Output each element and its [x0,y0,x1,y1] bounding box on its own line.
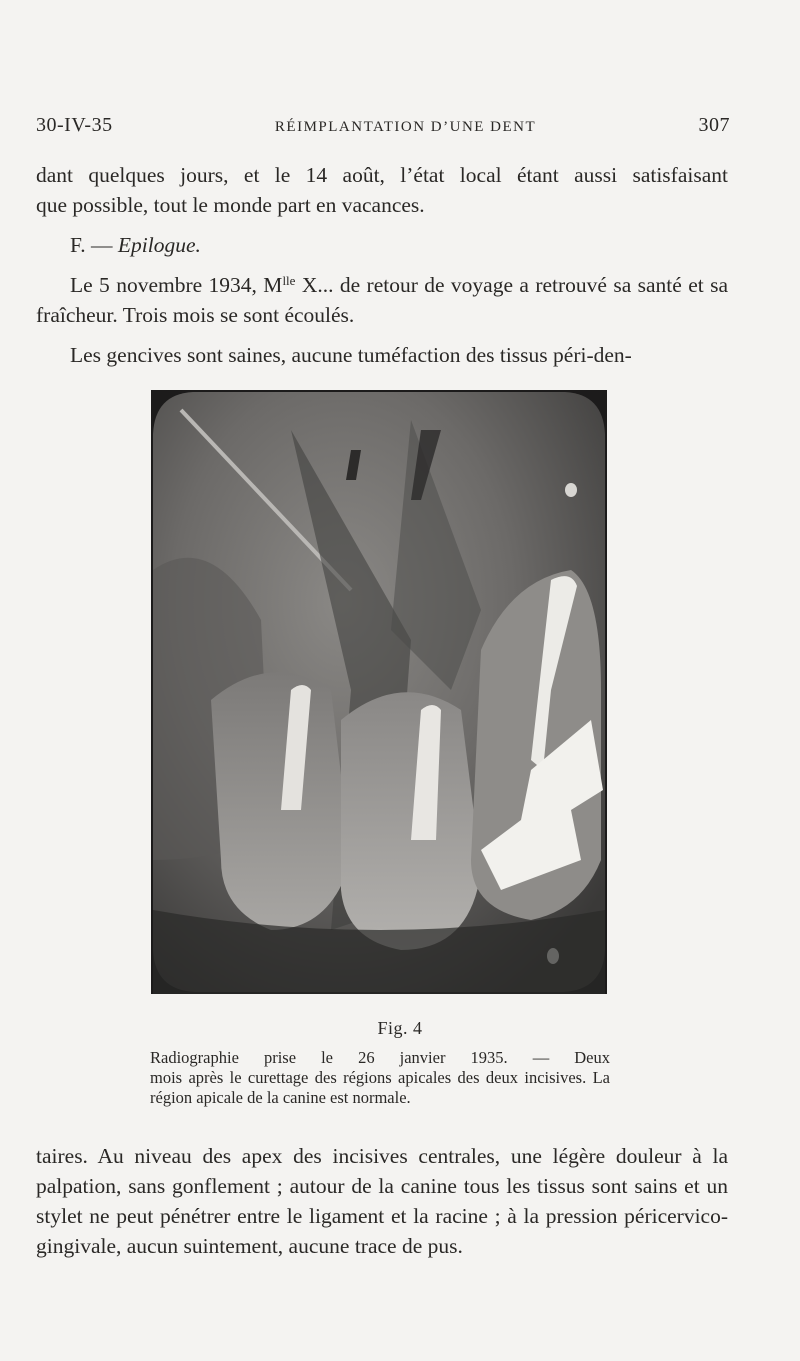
paragraph: Les gencives sont saines, aucune tuméfaction des tissus péri-den- [70,343,632,367]
section-prefix: F. — [70,233,118,257]
superscript: lle [282,273,296,288]
paragraph [36,270,728,330]
top-text-block [36,160,728,370]
section-heading [36,230,728,260]
figure-label: Fig. 4 [377,1018,423,1038]
paragraph-text: Le 5 novembre 1934, M [70,273,283,297]
paragraph-line: que possible, tout le monde part en vacances. [36,193,425,217]
bottom-text-block [36,1141,728,1261]
dental-radiograph-image [151,390,607,994]
header-title: RÉIMPLANTATION D’UNE DENT [274,119,537,135]
paragraph-text: X... de retour de voyage a retrouvé sa santé et sa fraîcheur. Trois mois se sont écoulés. [36,273,729,327]
header-date: 30-IV-35 [36,114,113,136]
radiograph-figure [151,390,607,994]
caption-text: mois après le curettage des régions apicales des deux incisives. La région apicale de la canine est normale. [150,1068,610,1107]
figure-caption [150,1048,610,1108]
page-number: 307 [698,114,730,136]
caption-line: Radiographie prise le 26 janvier 1935. — Deux [150,1048,610,1067]
paragraph: taires. Au niveau des apex des incisives centrales, une légère douleur à la palpation, sans gonflement ; autour de la canine tous les tissus sont sains et un stylet ne peut pénétrer entre le ligament et la racine ; à la pression péricervico-gingivale, aucun suintement, aucune trace de pus. [36,1144,728,1258]
running-header [36,114,730,137]
section-title: Epilogue. [117,233,201,257]
paragraph-line: dant quelques jours, et le 14 août, l’état local étant aussi satisfaisant [36,163,728,187]
